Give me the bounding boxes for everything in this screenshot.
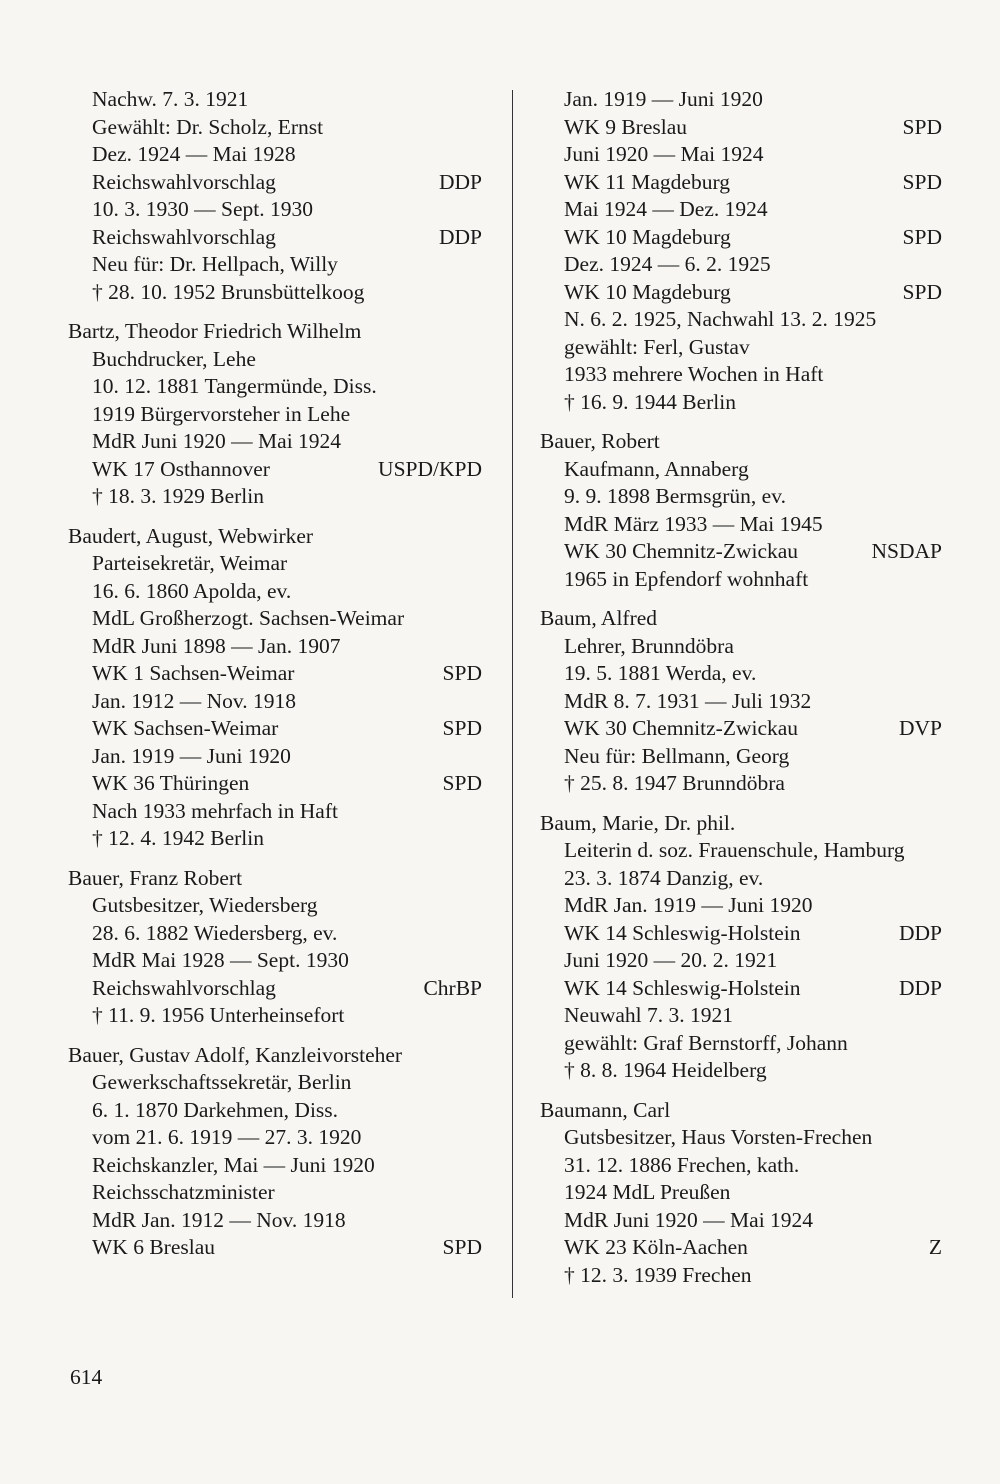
entry-line [68,141,482,169]
entry-line-text: 16. 6. 1860 Apolda, ev. [92,578,292,603]
entry-line [540,715,942,743]
entry-line [68,1124,482,1152]
entry-line [540,538,942,566]
entry-line-text: MdR Jan. 1919 — Juni 1920 [564,893,813,917]
biography-entry [68,86,482,306]
entry-line-text: Parteisekretär, Weimar [92,551,288,575]
entry-line [540,947,942,975]
entry-line [68,251,482,279]
entry-line-text: WK 14 Schleswig-Holstein [564,920,801,945]
party-label: USPD/KPD [378,456,482,481]
entry-line-text: Reichswahlvorschlag [92,224,276,249]
entry-line-text: Reichswahlvorschlag [92,975,276,1000]
entry-line-text: WK 36 Thüringen [92,771,250,795]
entry-line [540,389,942,417]
entry-line [68,975,482,1003]
entry-line [540,196,942,224]
party-label: SPD [442,771,482,795]
entry-line [68,770,482,798]
entry-line-text: 1933 mehrere Wochen in Haft [564,362,824,386]
entry-line-text: Leiterin d. soz. Frauenschule, Hamburg [564,838,905,862]
entry-line [540,456,942,484]
party-label: SPD [902,224,942,249]
entry-line-text: WK 10 Magdeburg [564,224,731,249]
entry-line-text: vom 21. 6. 1919 — 27. 3. 1920 [92,1125,362,1149]
entry-line-text: gewählt: Ferl, Gustav [564,334,750,359]
entry-line [540,361,942,389]
entry-name: Bauer, Robert [540,429,660,453]
entry-line-text: Nach 1933 mehrfach in Haft [92,798,338,823]
entry-line-text: 28. 6. 1882 Wiedersberg, ev. [92,920,338,945]
entry-line-text: WK 17 Osthannover [92,456,270,481]
entry-line-text: 9. 9. 1898 Bermsgrün, ev. [564,484,786,508]
entry-line [68,660,482,688]
entry-line-text: WK 23 Köln-Aachen [564,1235,748,1259]
party-label: DVP [898,716,942,740]
entry-line [68,743,482,771]
entry-line [540,1234,942,1262]
party-label: SPD [902,169,942,194]
entry-line [68,1179,482,1207]
entry-line-text: † 16. 9. 1944 Berlin [564,389,736,414]
entry-name: Baum, Alfred [540,606,658,630]
entry-line-text: 6. 1. 1870 Darkehmen, Diss. [92,1097,339,1122]
entry-line-text: WK Sachsen-Weimar [92,716,279,740]
entry-line [68,1002,482,1030]
entry-line [68,715,482,743]
entry-line-text: † 28. 10. 1952 Brunsbüttelkoog [92,279,365,304]
entry-line-text: Mai 1924 — Dez. 1924 [564,197,768,221]
entry-line-text: † 11. 9. 1956 Unterheinsefort [92,1003,345,1027]
entry-line [68,456,482,484]
entry-line-text: WK 14 Schleswig-Holstein [564,975,801,1000]
party-label: DDP [438,169,482,194]
entry-line [68,1069,482,1097]
entry-line-text: Jan. 1919 — Juni 1920 [564,87,763,111]
entry-line [540,334,942,362]
entry-name: Baumann, Carl [540,1097,671,1122]
entry-line-text: gewählt: Graf Bernstorff, Johann [564,1030,848,1055]
entry-line-text: Kaufmann, Annaberg [564,456,749,481]
party-label: Z [928,1235,942,1259]
biography-entry [540,810,942,1085]
entry-line [68,578,482,606]
entry-line [540,837,942,865]
entry-line-text: Jan. 1912 — Nov. 1918 [92,688,297,713]
entry-line-text: † 12. 4. 1942 Berlin [92,826,264,850]
entry-line [540,743,942,771]
entry-line [68,892,482,920]
entry-line-text: 1965 in Epfendorf wohnhaft [564,566,809,591]
entry-line-text: WK 30 Chemnitz-Zwickau [564,539,799,563]
entry-line-text: Gewerkschaftssekretär, Berlin [92,1070,352,1094]
entry-line [68,373,482,401]
entry-line [68,428,482,456]
party-label: SPD [442,1235,482,1259]
entry-line [68,483,482,511]
column-divider [512,90,513,1298]
party-label: DDP [898,975,942,1000]
entry-line-text: 1924 MdL Preußen [564,1180,731,1204]
entry-line [68,1207,482,1235]
entry-line [68,169,482,197]
entry-line-text: MdL Großherzogt. Sachsen-Weimar [92,606,405,630]
entry-name: Baum, Marie, Dr. phil. [540,810,736,835]
entry-line [540,1124,942,1152]
biography-entry [68,523,482,853]
entry-line-text: Neu für: Dr. Hellpach, Willy [92,252,338,276]
entry-line [540,86,942,114]
party-label: SPD [442,661,482,685]
entry-line [68,346,482,374]
entry-line-text: Reichsschatzminister [92,1180,275,1204]
entry-line [68,947,482,975]
entry-line-text: 31. 12. 1886 Frechen, kath. [564,1152,800,1177]
entry-line [540,633,942,661]
entry-line [68,1152,482,1180]
entry-line-text: Dez. 1924 — 6. 2. 1925 [564,252,771,276]
entry-line-text: MdR Mai 1928 — Sept. 1930 [92,948,349,972]
entry-line-text: WK 6 Breslau [92,1235,215,1259]
party-label: ChrBP [423,975,482,1000]
entry-line [68,114,482,142]
entry-line [540,1207,942,1235]
entry-line [540,169,942,197]
entry-line-text: 1919 Bürgervorsteher in Lehe [92,401,351,426]
biography-entry [68,1042,482,1262]
entry-line [68,86,482,114]
entry-line [68,1234,482,1262]
entry-line-text: WK 30 Chemnitz-Zwickau [564,716,799,740]
biography-entry [68,865,482,1030]
entry-line [540,865,942,893]
biography-entry [540,86,942,416]
entry-name: Bartz, Theodor Friedrich Wilhelm [68,319,362,343]
entry-line [540,1179,942,1207]
party-label: DDP [898,920,942,945]
entry-line-text: Gutsbesitzer, Haus Vorsten-Frechen [564,1125,873,1149]
entry-line-text: Buchdrucker, Lehe [92,346,256,371]
entry-line [540,566,942,594]
entry-line [540,306,942,334]
entry-line [540,224,942,252]
entry-line-text: 10. 3. 1930 — Sept. 1930 [92,197,313,221]
party-label: DDP [438,224,482,249]
party-label: NSDAP [871,539,942,563]
entry-line [68,688,482,716]
entry-line-text: WK 10 Magdeburg [564,279,731,304]
entry-name: Bauer, Gustav Adolf, Kanzleivorsteher [68,1042,403,1067]
entry-line-text: Gewählt: Dr. Scholz, Ernst [92,114,324,139]
entry-line-text: MdR Juni 1898 — Jan. 1907 [92,633,341,658]
entry-line [540,1030,942,1058]
entry-name: Baudert, August, Webwirker [68,523,314,548]
entry-line [540,1262,942,1290]
entry-line [540,892,942,920]
entry-line [540,920,942,948]
entry-line-text: † 25. 8. 1947 Brunndöbra [564,771,785,795]
entry-line [68,605,482,633]
party-label: SPD [902,114,942,139]
party-label: SPD [902,279,942,304]
right-column [540,86,942,1301]
party-label: SPD [442,716,482,740]
left-column [68,86,482,1274]
entry-line [540,688,942,716]
entry-line-text: † 18. 3. 1929 Berlin [92,484,264,508]
page-number: 614 [70,1365,103,1389]
biography-entry [68,318,482,511]
entry-line [68,224,482,252]
entry-line-text: Neuwahl 7. 3. 1921 [564,1003,733,1027]
entry-line-text: Reichswahlvorschlag [92,169,276,194]
entry-line-text: 10. 12. 1881 Tangermünde, Diss. [92,374,377,398]
biography-entry [540,1097,942,1290]
entry-line [540,251,942,279]
entry-line [540,770,942,798]
entry-line-text: Juni 1920 — Mai 1924 [564,142,764,166]
entry-line-text: Nachw. 7. 3. 1921 [92,87,249,111]
entry-line [540,279,942,307]
entry-line-text: Reichskanzler, Mai — Juni 1920 [92,1152,375,1177]
entry-name: Bauer, Franz Robert [68,865,243,890]
entry-line [68,825,482,853]
biography-entry [540,428,942,593]
entry-line [540,141,942,169]
entry-line [540,483,942,511]
entry-line-text: Neu für: Bellmann, Georg [564,743,790,768]
entry-line-text: † 8. 8. 1964 Heidelberg [564,1058,767,1082]
entry-line-text: Jan. 1919 — Juni 1920 [92,743,291,768]
entry-line-text: Juni 1920 — 20. 2. 1921 [564,948,778,972]
entry-line-text: 23. 3. 1874 Danzig, ev. [564,865,764,890]
entry-line [68,798,482,826]
entry-line [68,633,482,661]
entry-line [68,1097,482,1125]
entry-line-text: 19. 5. 1881 Werda, ev. [564,661,757,685]
entry-line [68,279,482,307]
entry-line [540,511,942,539]
entry-line [68,920,482,948]
entry-line-text: WK 9 Breslau [564,114,687,139]
entry-line [540,1057,942,1085]
entry-line-text: MdR März 1933 — Mai 1945 [564,511,823,536]
entry-line [68,550,482,578]
entry-line [68,196,482,224]
entry-line-text: MdR Juni 1920 — Mai 1924 [564,1207,814,1232]
entry-line [540,1152,942,1180]
entry-line [540,975,942,1003]
entry-line [68,401,482,429]
entry-line-text: MdR 8. 7. 1931 — Juli 1932 [564,688,812,713]
biography-entry [540,605,942,798]
entry-line-text: WK 11 Magdeburg [564,169,730,194]
entry-line-text: WK 1 Sachsen-Weimar [92,661,295,685]
entry-line-text: N. 6. 2. 1925, Nachwahl 13. 2. 1925 [564,307,877,331]
entry-line [540,660,942,688]
entry-line [540,1002,942,1030]
entry-line-text: Gutsbesitzer, Wiedersberg [92,893,318,917]
entry-line-text: † 12. 3. 1939 Frechen [564,1262,752,1287]
entry-line-text: MdR Jan. 1912 — Nov. 1918 [92,1207,346,1232]
entry-line-text: Dez. 1924 — Mai 1928 [92,142,296,166]
entry-line [540,114,942,142]
entry-line-text: MdR Juni 1920 — Mai 1924 [92,429,342,453]
entry-line-text: Lehrer, Brunndöbra [564,633,734,658]
